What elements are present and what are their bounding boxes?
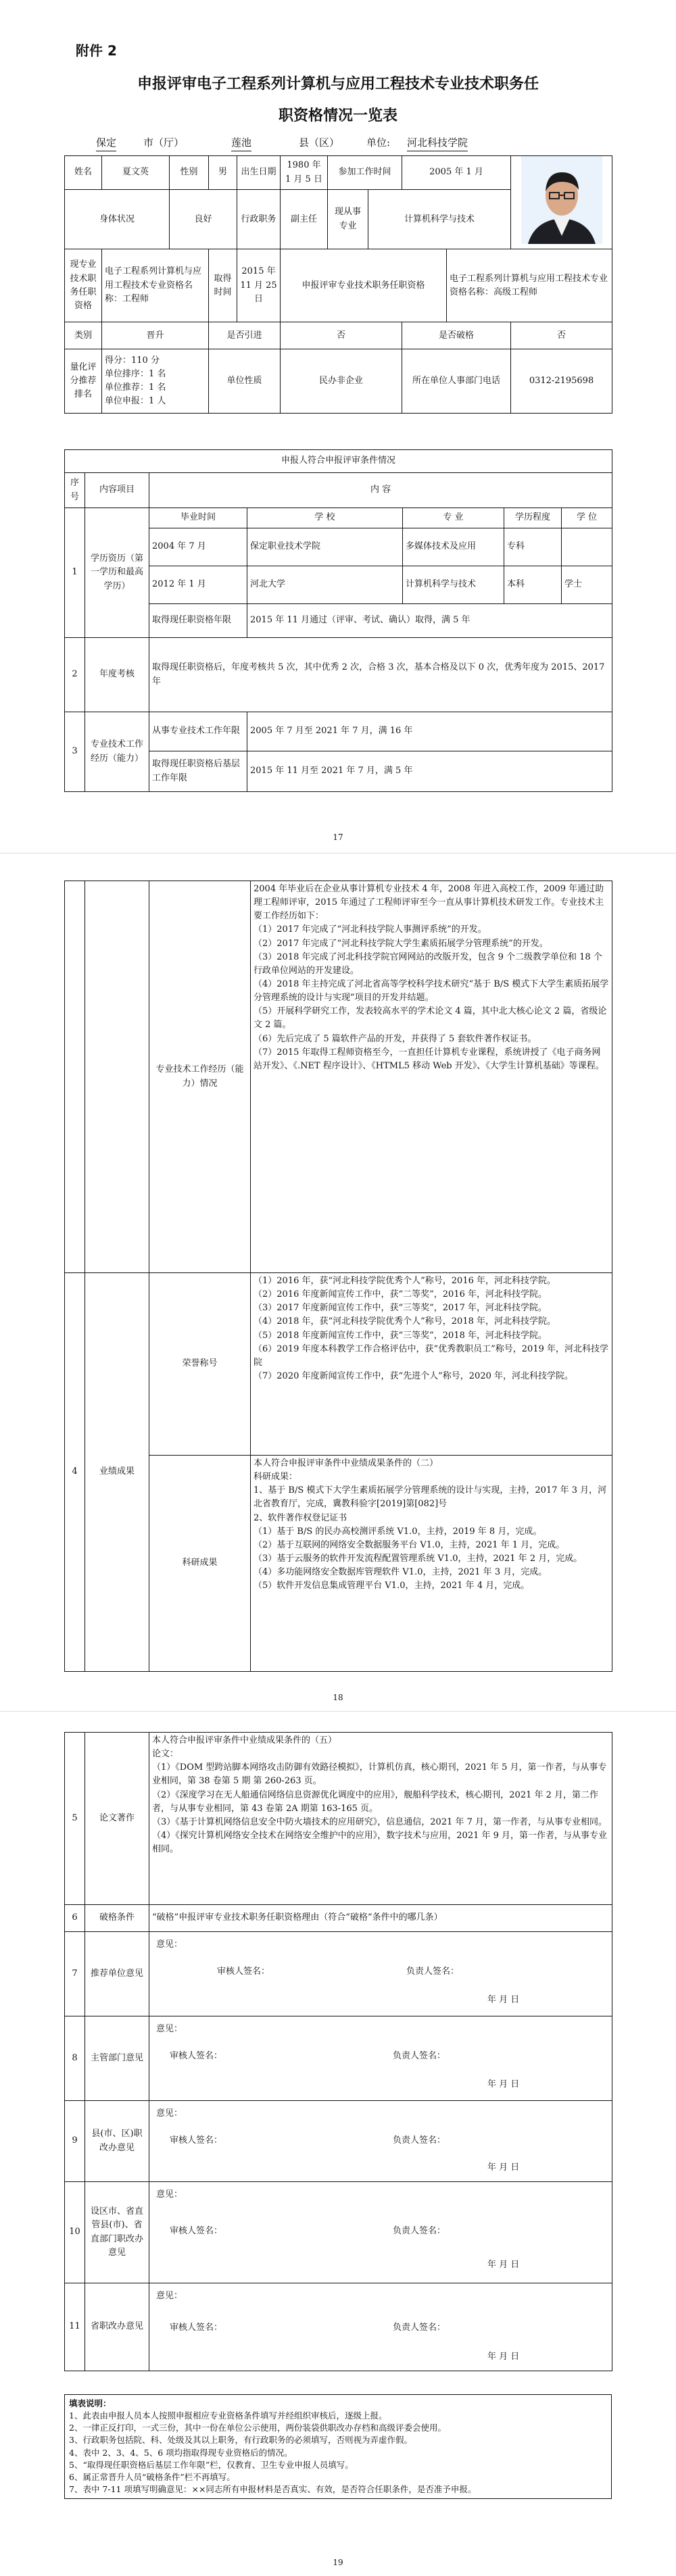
edu-cell: 学士 [562, 566, 612, 604]
notes-title: 填表说明： [69, 2398, 112, 2408]
unit-name: 河北科技学院 [407, 135, 468, 151]
edu-col-school: 学 校 [247, 508, 403, 528]
apply-qual-label: 申报评审专业技术职务任职资格 [281, 249, 447, 322]
birth-value: 1980 年 1 月 5 日 [281, 156, 328, 190]
birth-label: 出生日期 [237, 156, 281, 190]
conditions-table [64, 449, 612, 792]
break-text: “破格”申报评审专业技术职务任职资格理由（符合“破格”条件中的哪几条） [149, 1905, 612, 1932]
fill-instructions [64, 2394, 612, 2499]
opinion-label: 意见： [156, 2023, 183, 2034]
perf-seq: 4 [65, 1273, 85, 1672]
sign-date: 年 月 日 [487, 2079, 520, 2089]
score-rank-value: 得分：110 分 单位排序：1 名 单位推荐：1 名 单位申报：1 人 [102, 349, 209, 414]
edu-cell: 保定职业技术学院 [247, 528, 403, 566]
dept-label: 主管部门意见 [85, 2016, 149, 2101]
introduced-label: 是否引进 [209, 322, 281, 349]
leader-sign: 负责人签名： [393, 2225, 446, 2236]
current-major-value: 计算机科学与技术 [368, 190, 511, 249]
qual-years-value: 2015 年 11 月通过（评审、考试、确认）取得，满 5 年 [247, 604, 612, 638]
reviewer-sign: 审核人签名： [170, 2135, 223, 2146]
paper-label: 论文著作 [85, 1733, 149, 1905]
city-opinion-cell [149, 2182, 612, 2283]
category-value: 晋升 [102, 322, 209, 349]
city-label: 市（厅） [143, 137, 185, 149]
score-rank-label: 量化评分推荐排名 [65, 349, 102, 414]
break-seq: 6 [65, 1905, 85, 1932]
edu-col-grad-time: 毕业时间 [149, 508, 247, 528]
admin-post-value: 副主任 [281, 190, 328, 249]
ability-label: 专业技术工作经历（能力）情况 [149, 881, 251, 1273]
exp-label: 专业技术工作经历（能力） [85, 712, 149, 792]
edu-col-degree: 学 位 [562, 508, 612, 528]
opinion-table [64, 1732, 612, 2371]
reviewer-sign: 审核人签名： [217, 1966, 270, 1977]
opinion-label: 意见： [156, 2189, 183, 2200]
edu-cell: 本科 [504, 566, 562, 604]
org-type-value: 民办非企业 [281, 349, 402, 414]
apply-qual-value: 电子工程系列计算机与应用工程技术专业资格名称：高级工程师 [447, 249, 612, 322]
person-photo-icon [521, 156, 602, 244]
hr-phone-value: 0312-2195698 [511, 349, 612, 414]
admin-post-label: 行政职务 [237, 190, 281, 249]
sign-date: 年 月 日 [487, 2259, 520, 2270]
county-opinion-cell [149, 2101, 612, 2182]
work-start-label: 参加工作时间 [328, 156, 402, 190]
content-item-label: 内容项目 [85, 473, 149, 508]
break-label: 破格条件 [85, 1905, 149, 1932]
edu-cell [562, 528, 612, 566]
unit-label: 单位: [366, 137, 391, 149]
city-seq: 10 [65, 2182, 85, 2283]
content-header: 内 容 [149, 473, 612, 508]
research-text: 本人符合申报评审条件中业绩成果条件的（二） 科研成果： 1、基于 B/S 模式下大学生素质拓展学分管理系统的设计与实现，主持，2017 年 3 月，河北省教育厅，完成，冀教科验字[2019]第[082]号 2、软件著作权登记证书 （1）基于 B/S 的民办高校测评系统 V1.0，主持，2019 年 8 月，完成。 （2）基于互联网的网络安全数据服务平台 V1.0，主持，2021 年 1 月，完成。 （3）基于云服务的软件开发流程配置管理系统 V1.0，主持，2021 年 2 月，完成。 （4）多功能网络安全数据库管理软件 V1.0，主持，2021 年 3 月，完成。 （5）软件开发信息集成管理平台 V1.0，主持，2021 年 4 月，完成。 [251, 1456, 612, 1672]
county-label: 县(市、区)职改办意见 [85, 2101, 149, 2182]
city-label: 设区市、省直管县(市)、省直部门职改办意见 [85, 2182, 149, 2283]
research-label: 科研成果 [149, 1456, 251, 1672]
rec-label: 推荐单位意见 [85, 1932, 149, 2016]
page-19 [0, 1711, 676, 2576]
current-qual-value: 电子工程系列计算机与应用工程技术专业资格名称：工程师 [102, 249, 209, 322]
prov-seq: 11 [65, 2283, 85, 2371]
rec-opinion-cell [149, 1932, 612, 2016]
assess-seq: 2 [65, 638, 85, 712]
form-title: 申报评审电子工程系列计算机与应用工程技术专业技术职务任 [137, 76, 539, 93]
health-value: 良好 [170, 190, 237, 249]
qual-date-value: 2015 年 11 月 25 日 [237, 249, 281, 322]
introduced-value: 否 [281, 322, 402, 349]
dept-seq: 8 [65, 2016, 85, 2101]
conditions-header: 申报人符合申报评审条件情况 [65, 450, 612, 473]
edu-cell: 2012 年 1 月 [149, 566, 247, 604]
county-seq: 9 [65, 2101, 85, 2182]
gender-label: 性别 [170, 156, 209, 190]
leader-sign: 负责人签名： [393, 2135, 446, 2146]
form-title-line2: 职资格情况一览表 [278, 107, 397, 124]
reviewer-sign: 审核人签名： [170, 2050, 223, 2061]
edu-cell: 专科 [504, 528, 562, 566]
paper-seq: 5 [65, 1733, 85, 1905]
assess-value: 取得现任职资格后，年度考核共 5 次，其中优秀 2 次，合格 3 次，基本合格及以下 0 次，优秀年度为 2015、2017 年 [149, 638, 612, 712]
reviewer-sign: 审核人签名： [170, 2225, 223, 2236]
performance-table [64, 881, 612, 1672]
opinion-label: 意见： [156, 1939, 183, 1950]
work-start-value: 2005 年 1 月 [402, 156, 511, 190]
notes-text: 1、此表由申报人员本人按照申报相应专业资格条件填写并经组织审核后，逐级上报。 2、一律正反打印，一式三份，其中一份在单位公示使用，两份装袋供职改办存档和高级评委会使用。 3、行政职务包括院、科、处级及其以上职务，有行政职务的必须填写，否则视为弄虚作假。 4、表中 2、3、4、5、6 项均指取得现专业资格后的情况。 5、“取得现任职资格后基层工作年限”栏，仅教育、卫生专业申报人员填写。 6、属正常晋升人员“破格条件”栏不再填写。 7、表中 7-11 项填写明确意见：××同志所有申报材料是否真实、有效，是否符合任职条件，是否准予申报。 [69, 2410, 477, 2494]
page-number: 19 [333, 2558, 343, 2567]
prov-opinion-cell [149, 2283, 612, 2371]
exp-years-value: 2005 年 7 月至 2021 年 7 月，满 16 年 [247, 712, 612, 751]
edu-col-level: 学历程度 [504, 508, 562, 528]
paper-text: 本人符合申报评审条件中业绩成果条件的（五） 论文： （1）《DOM 型跨站脚本网络攻击防御有效路径模拟》，计算机仿真，核心期刊，2021 年 5 月，第一作者，与从事专业相同，第 38 卷第 5 期 第 260-263 页。 （2）《深度学习在无人船通信网络信息资源优化调度中的应用》，舰船科学技术，核心期刊，2021 年 2 月，第二作者，与从事专业相同，第 43 卷第 2A 期第 163-165 页。 （3）《基于计算机网络信息安全中防火墙技术的应用研究》，信息通信，2021 年 7 月，第一作者，与从事专业相同。 （4）《探究计算机网络安全技术在网络安全维护中的应用》，数字技术与应用，2021 年 9 月，第一作者，与从事专业相同。 [149, 1733, 612, 1905]
sign-date: 年 月 日 [487, 2162, 520, 2173]
name-label: 姓名 [65, 156, 102, 190]
prov-label: 省职改办意见 [85, 2283, 149, 2371]
attachment-label: 附件 2 [76, 43, 117, 59]
county-value: 莲池 [231, 135, 251, 151]
ability-text: 2004 年毕业后在企业从事计算机专业技术 4 年，2008 年进入高校工作，2009 年通过助理工程师评审，2015 年通过了工程师评审至今一直从事计算机技术研发工作。专业技术主要工作经历如下： （1）2017 年完成了“河北科技学院人事测评系统”的开发。 （2）2017 年完成了“河北科技学院大学生素质拓展学分管理系统”的开发。 （3）2018 年完成了河北科技学院官网网站的改版开发，包含 9 个二级教学单位和 18 个行政单位网站的开发建设。 （4）2018 年主持完成了河北省高等学校科学技术研究“基于 B/S 模式下大学生素质拓展学分管理系统的设计与实现”项目的开发并结题。 （5）开展科学研究工作，发表较高水平的学术论文 4 篇，其中北大核心论文 2 篇，省级论文 2 篇。 （6）先后完成了 5 篇软件产品的开发，并获得了 5 套软件著作权证书。 （7）2015 年取得工程师资格至今，一直担任计算机专业课程，系统讲授了《电子商务网站开发》、《.NET 程序设计》、《HTML5 移动 Web 开发》、《大学生计算机基础》等课程。 [251, 881, 612, 1273]
opinion-label: 意见： [156, 2290, 183, 2301]
leader-sign: 负责人签名： [393, 2322, 446, 2333]
current-qual-label: 现专业技术职务任职资格 [65, 249, 102, 322]
assess-label: 年度考核 [85, 638, 149, 712]
edu-cell: 多媒体技术及应用 [403, 528, 504, 566]
page-18 [0, 853, 676, 1711]
page-number: 18 [333, 1693, 343, 1702]
page-number: 17 [333, 833, 343, 842]
exceptional-label: 是否破格 [402, 322, 511, 349]
name-value: 夏文英 [102, 156, 170, 190]
honor-text: （1）2016 年，获“河北科技学院优秀个人”称号，2016 年，河北科技学院。 （2）2016 年度新闻宣传工作中，获“二等奖”，2016 年，河北科技学院。 （3）2017 年度新闻宣传工作中，获“三等奖”，2017 年，河北科技学院。 （4）2018 年，获“河北科技学院优秀个人”称号，2018 年，河北科技学院。 （5）2018 年度新闻宣传工作中，获“三等奖”，2018 年，河北科技学院。 （6）2019 年度本科教学工作合格评估中，获“优秀教职员工”称号，2019 年，河北科技学院 （7）2020 年度新闻宣传工作中，获“先进个人”称号，2020 年，河北科技学院。 [251, 1273, 612, 1456]
exp-seq: 3 [65, 712, 85, 792]
applicant-photo [511, 156, 612, 249]
leader-sign: 负责人签名： [406, 1966, 460, 1977]
opinion-label: 意见： [156, 2108, 183, 2119]
base-years-value: 2015 年 11 月至 2021 年 7 月，满 5 年 [247, 751, 612, 792]
org-type-label: 单位性质 [209, 349, 281, 414]
qual-date-label: 取得时间 [209, 249, 237, 322]
exceptional-value: 否 [511, 322, 612, 349]
health-label: 身体状况 [65, 190, 170, 249]
basic-info-table [64, 155, 612, 414]
reviewer-sign: 审核人签名： [170, 2322, 223, 2333]
current-major-label: 现从事专业 [328, 190, 368, 249]
hr-phone-label: 所在单位人事部门电话 [402, 349, 511, 414]
honor-label: 荣誉称号 [149, 1273, 251, 1456]
page-17 [0, 0, 676, 853]
edu-cell: 计算机科学与技术 [403, 566, 504, 604]
county-label: 县（区） [299, 137, 340, 149]
exp-years-label: 从事专业技术工作年限 [149, 712, 247, 751]
dept-opinion-cell [149, 2016, 612, 2101]
category-label: 类别 [65, 322, 102, 349]
base-years-label: 取得现任职资格后基层工作年限 [149, 751, 247, 792]
rec-seq: 7 [65, 1932, 85, 2016]
edu-label: 学历资历（第一学历和最高学历） [85, 508, 149, 638]
sign-date: 年 月 日 [487, 2351, 520, 2362]
edu-col-major: 专 业 [403, 508, 504, 528]
edu-cell: 2004 年 7 月 [149, 528, 247, 566]
perf-label: 业绩成果 [85, 1273, 149, 1672]
sign-date: 年 月 日 [487, 1994, 520, 2005]
seq-label: 序号 [65, 473, 85, 508]
edu-seq: 1 [65, 508, 85, 638]
leader-sign: 负责人签名： [393, 2050, 446, 2061]
gender-value: 男 [209, 156, 237, 190]
qual-years-label: 取得现任职资格年限 [149, 604, 247, 638]
city-value: 保定 [96, 135, 116, 151]
edu-cell: 河北大学 [247, 566, 403, 604]
